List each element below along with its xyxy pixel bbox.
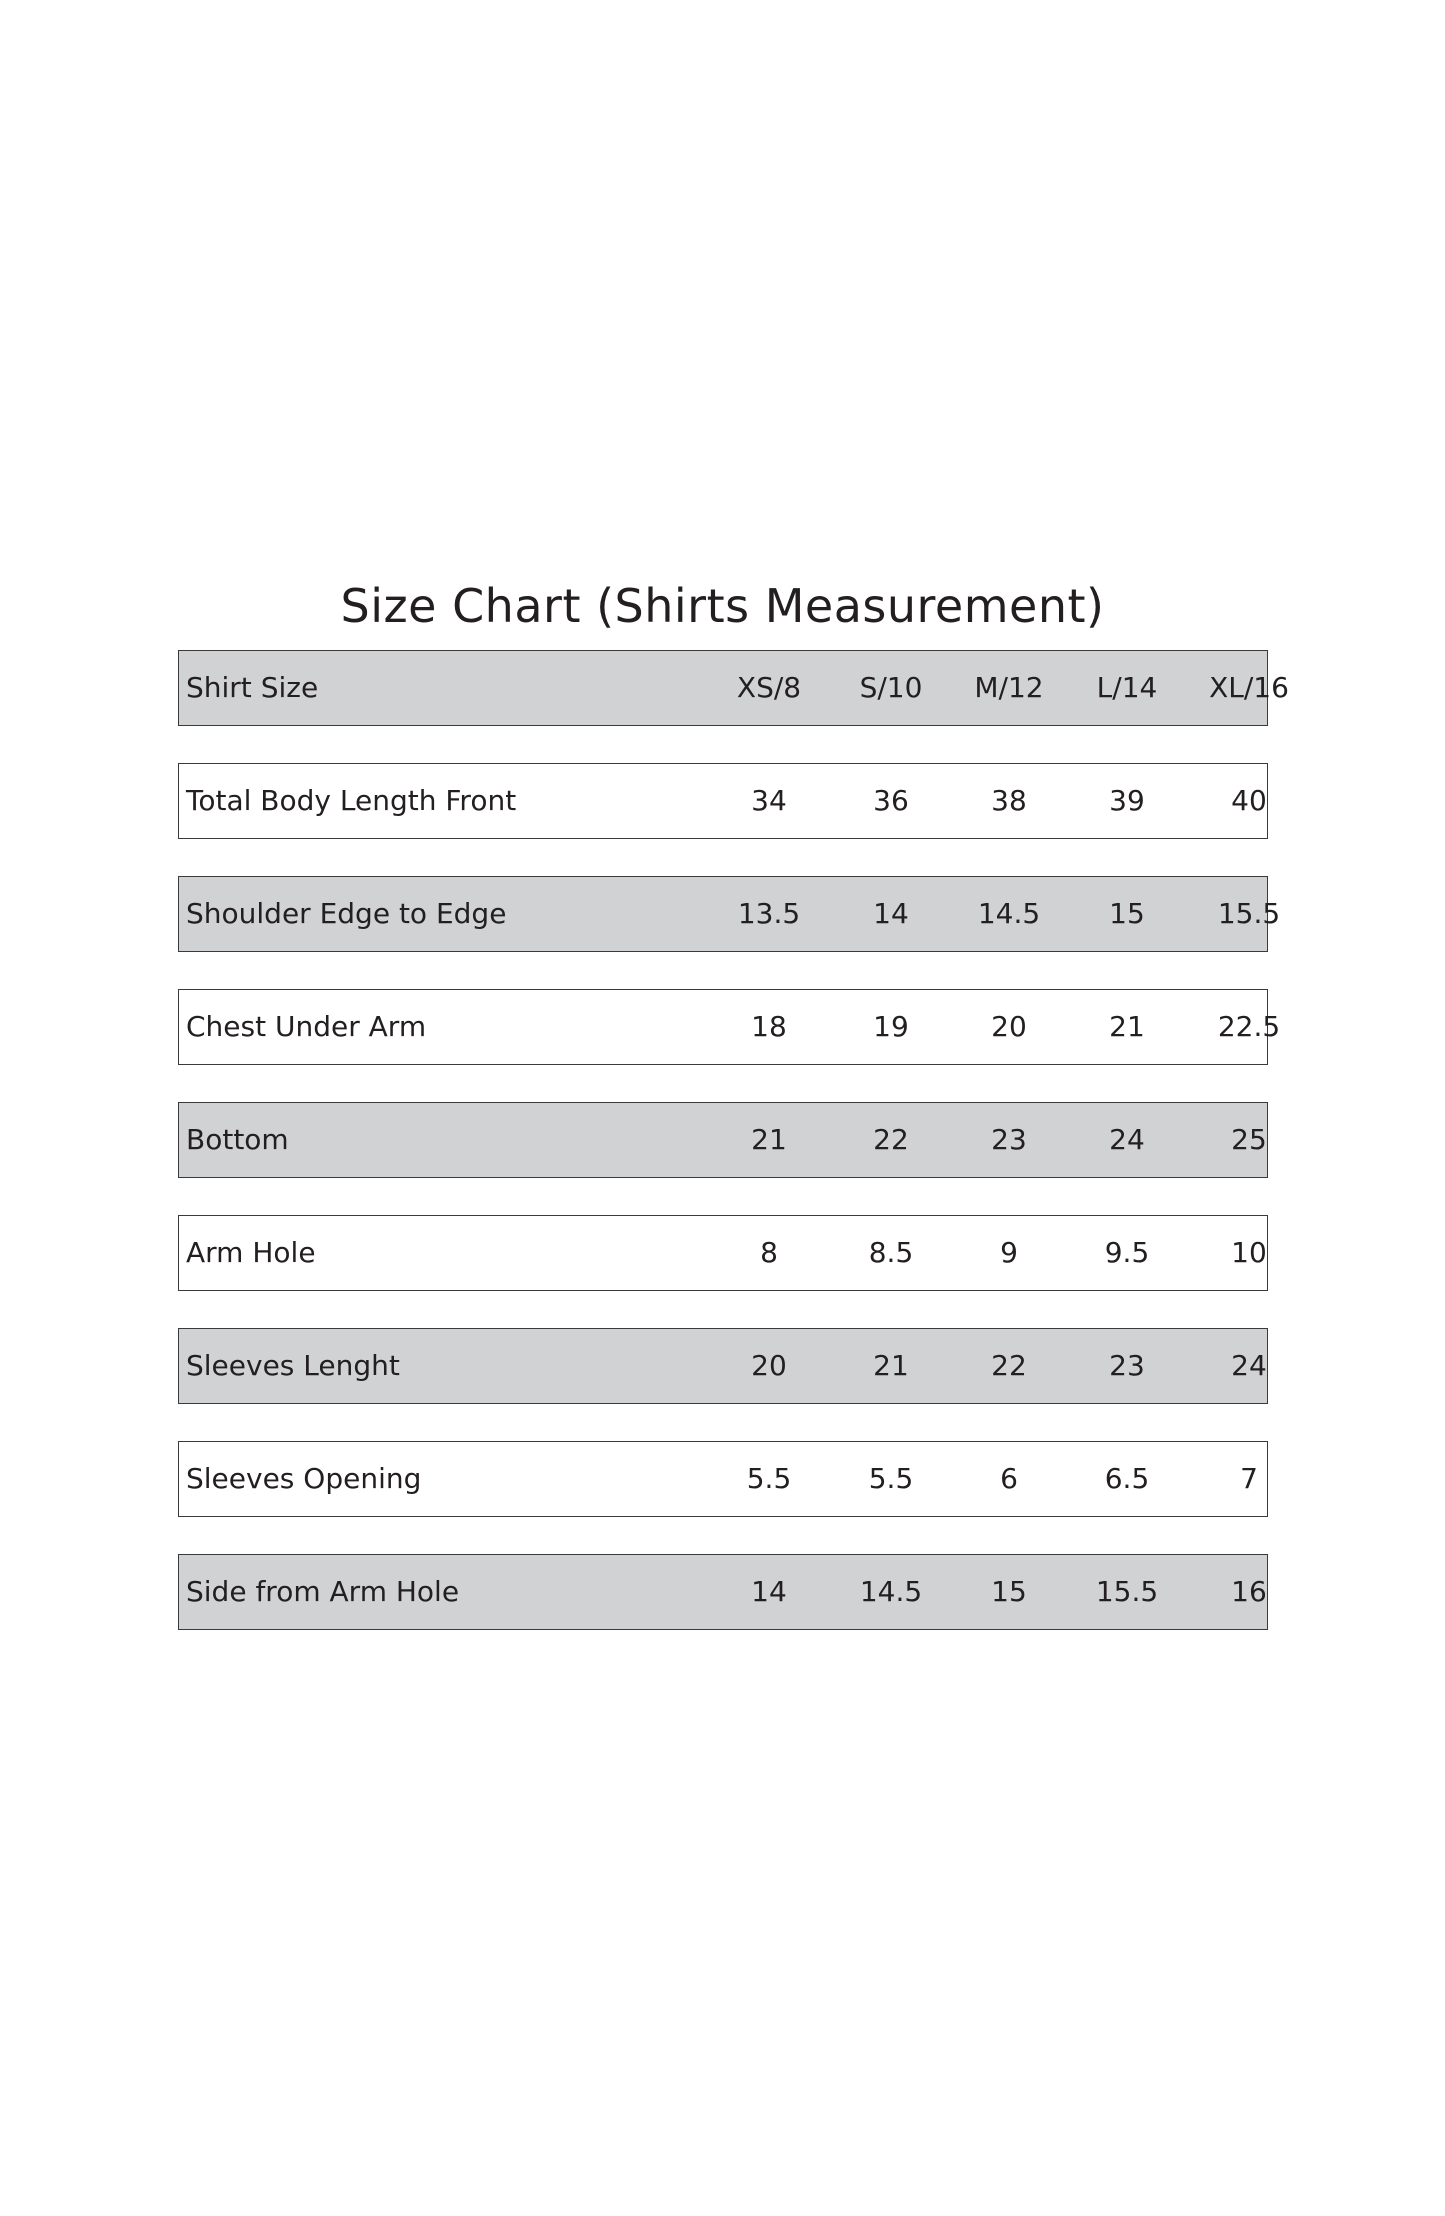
size-header: XL/16 bbox=[1209, 671, 1289, 704]
row-value: 38 bbox=[991, 784, 1027, 817]
row-label: Shoulder Edge to Edge bbox=[186, 897, 507, 930]
table-row bbox=[178, 1441, 1268, 1517]
row-label: Arm Hole bbox=[186, 1236, 316, 1269]
row-value: 14.5 bbox=[977, 897, 1041, 930]
row-value: 9.5 bbox=[1104, 1236, 1150, 1269]
row-value: 20 bbox=[991, 1010, 1027, 1043]
row-value: 16 bbox=[1231, 1575, 1267, 1608]
row-value: 24 bbox=[1109, 1123, 1145, 1156]
row-value: 21 bbox=[751, 1123, 787, 1156]
row-value: 5.5 bbox=[746, 1462, 792, 1495]
row-value: 9 bbox=[1000, 1236, 1018, 1269]
table-row bbox=[178, 763, 1268, 839]
header-label: Shirt Size bbox=[186, 671, 319, 704]
size-header: M/12 bbox=[974, 671, 1044, 704]
size-header: XS/8 bbox=[736, 671, 802, 704]
row-label: Sleeves Opening bbox=[186, 1462, 422, 1495]
row-value: 10 bbox=[1231, 1236, 1267, 1269]
size-header: S/10 bbox=[859, 671, 923, 704]
row-value: 25 bbox=[1231, 1123, 1267, 1156]
table-row bbox=[178, 1554, 1268, 1630]
row-value: 15 bbox=[991, 1575, 1027, 1608]
row-value: 39 bbox=[1109, 784, 1145, 817]
row-value: 8 bbox=[760, 1236, 778, 1269]
row-label: Chest Under Arm bbox=[186, 1010, 427, 1043]
table-row bbox=[178, 1102, 1268, 1178]
row-value: 18 bbox=[751, 1010, 787, 1043]
row-value: 20 bbox=[751, 1349, 787, 1382]
row-value: 22 bbox=[991, 1349, 1027, 1382]
row-label: Total Body Length Front bbox=[186, 784, 517, 817]
row-value: 22.5 bbox=[1217, 1010, 1281, 1043]
row-value: 21 bbox=[873, 1349, 909, 1382]
page-title: Size Chart (Shirts Measurement) bbox=[340, 579, 1105, 633]
table-row bbox=[178, 876, 1281, 952]
row-value: 40 bbox=[1231, 784, 1267, 817]
row-value: 21 bbox=[1109, 1010, 1145, 1043]
row-label: Sleeves Lenght bbox=[186, 1349, 400, 1382]
row-value: 8.5 bbox=[868, 1236, 914, 1269]
row-value: 13.5 bbox=[737, 897, 801, 930]
row-value: 14 bbox=[873, 897, 909, 930]
row-value: 14.5 bbox=[859, 1575, 923, 1608]
row-value: 34 bbox=[751, 784, 787, 817]
row-value: 6 bbox=[1000, 1462, 1018, 1495]
header-row bbox=[178, 650, 1289, 726]
row-label: Side from Arm Hole bbox=[186, 1575, 460, 1608]
row-value: 5.5 bbox=[868, 1462, 914, 1495]
row-value: 36 bbox=[873, 784, 909, 817]
table-row bbox=[178, 1328, 1268, 1404]
row-value: 15.5 bbox=[1217, 897, 1281, 930]
row-value: 7 bbox=[1240, 1462, 1258, 1495]
row-value: 14 bbox=[751, 1575, 787, 1608]
table-row bbox=[178, 1215, 1268, 1291]
row-value: 19 bbox=[873, 1010, 909, 1043]
size-header: L/14 bbox=[1096, 671, 1158, 704]
row-value: 15.5 bbox=[1095, 1575, 1159, 1608]
table-row bbox=[178, 989, 1281, 1065]
row-value: 22 bbox=[873, 1123, 909, 1156]
row-value: 6.5 bbox=[1104, 1462, 1150, 1495]
row-value: 23 bbox=[991, 1123, 1027, 1156]
row-value: 15 bbox=[1109, 897, 1145, 930]
row-value: 24 bbox=[1231, 1349, 1267, 1382]
row-value: 23 bbox=[1109, 1349, 1145, 1382]
row-label: Bottom bbox=[186, 1123, 289, 1156]
